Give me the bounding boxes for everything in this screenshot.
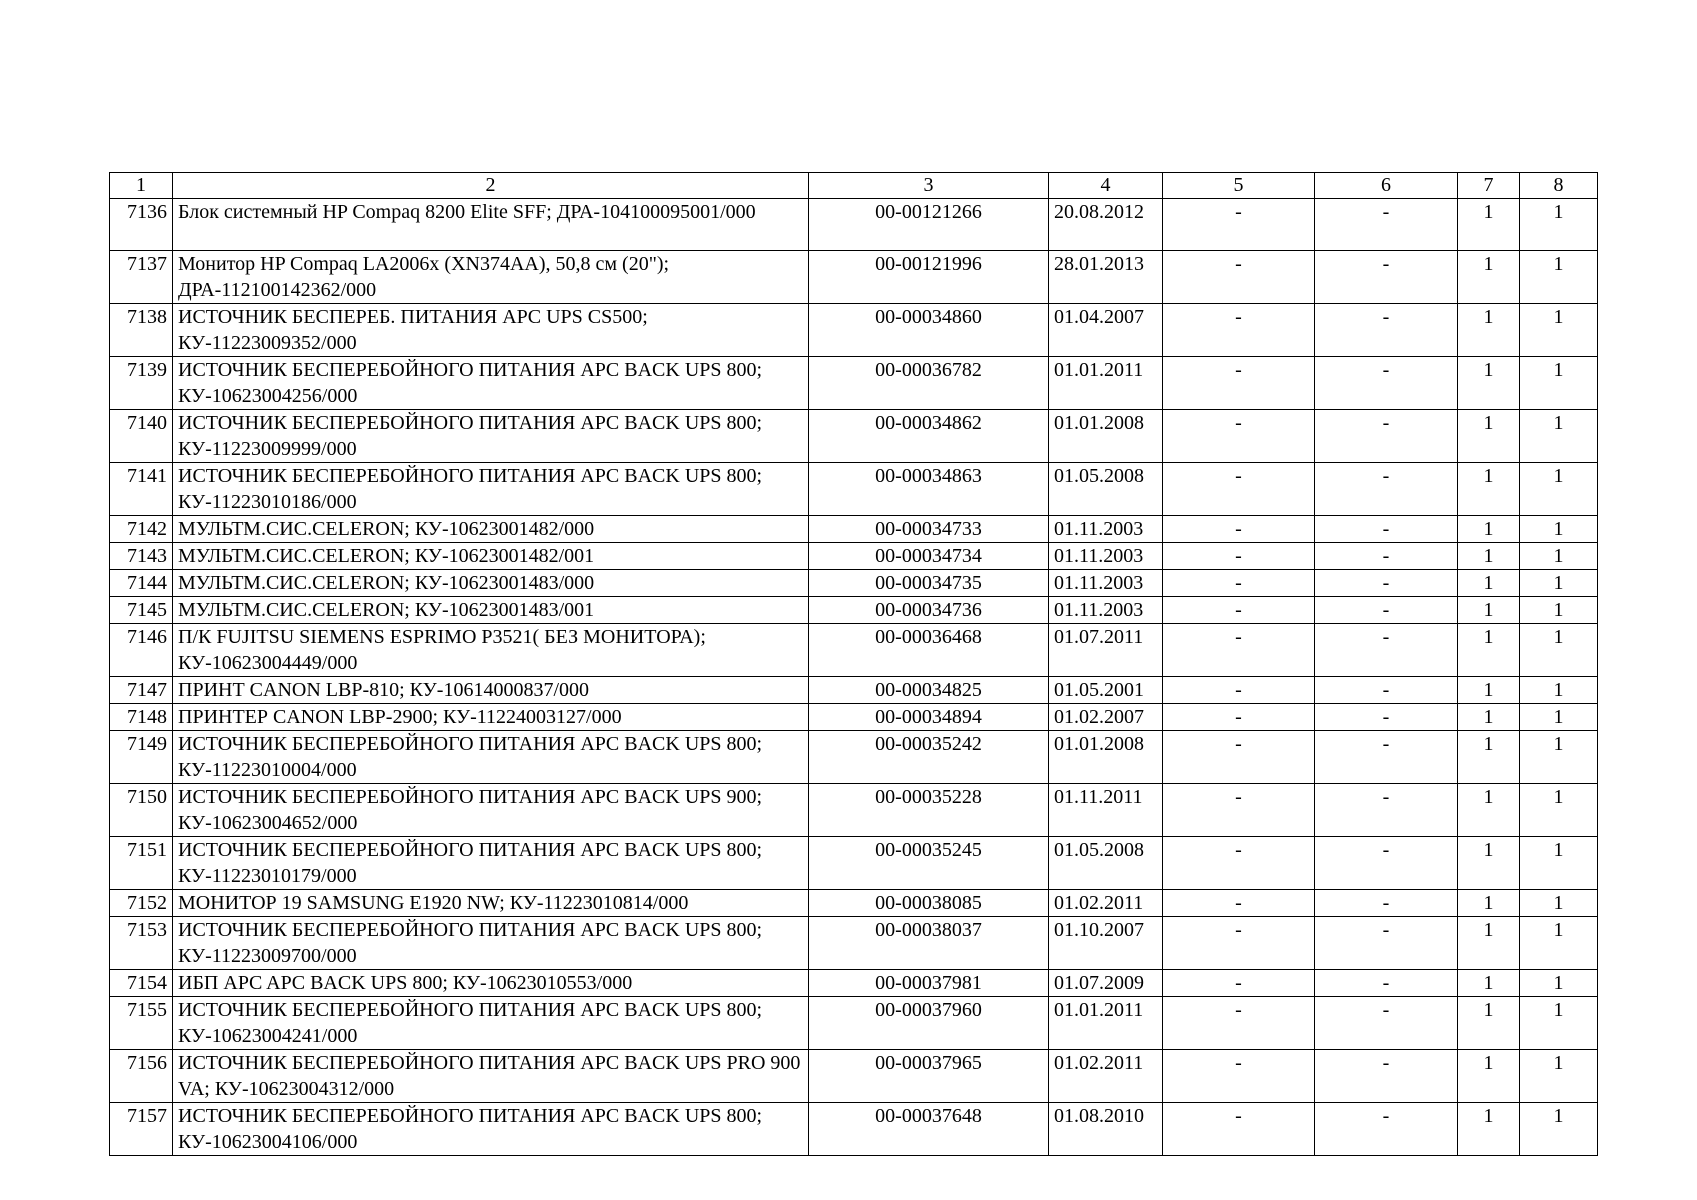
row-number: 7145	[110, 597, 173, 624]
item-name: ИСТОЧНИК БЕСПЕРЕБОЙНОГО ПИТАНИЯ APC BACK UPS 800; КУ-11223009999/000	[173, 410, 809, 463]
col5-cell: -	[1163, 704, 1315, 731]
col5-cell: -	[1163, 304, 1315, 357]
col8-cell: 1	[1520, 357, 1598, 410]
col7-cell: 1	[1458, 970, 1520, 997]
row-number: 7150	[110, 784, 173, 837]
col5-cell: -	[1163, 917, 1315, 970]
table-row	[110, 1103, 1598, 1156]
col6-cell: -	[1315, 410, 1458, 463]
col6-cell: -	[1315, 624, 1458, 677]
col6-cell: -	[1315, 890, 1458, 917]
row-number: 7139	[110, 357, 173, 410]
col8-cell: 1	[1520, 199, 1598, 251]
col6-cell: -	[1315, 357, 1458, 410]
item-name: МУЛЬТМ.СИС.CELERON; КУ-10623001483/001	[173, 597, 809, 624]
col6-cell: -	[1315, 516, 1458, 543]
row-number: 7142	[110, 516, 173, 543]
inventory-code: 00-00034736	[809, 597, 1049, 624]
inventory-code: 00-00037648	[809, 1103, 1049, 1156]
col5-cell: -	[1163, 463, 1315, 516]
col5-cell: -	[1163, 890, 1315, 917]
date-cell: 01.11.2003	[1049, 570, 1163, 597]
col8-cell: 1	[1520, 704, 1598, 731]
col7-cell: 1	[1458, 1103, 1520, 1156]
table-row	[110, 1050, 1598, 1103]
item-name: МУЛЬТМ.СИС.CELERON; КУ-10623001483/000	[173, 570, 809, 597]
inventory-code: 00-00034733	[809, 516, 1049, 543]
row-number: 7155	[110, 997, 173, 1050]
col8-cell: 1	[1520, 997, 1598, 1050]
col6-cell: -	[1315, 1050, 1458, 1103]
column-header: 7	[1458, 173, 1520, 199]
col5-cell: -	[1163, 624, 1315, 677]
column-header: 2	[173, 173, 809, 199]
col5-cell: -	[1163, 410, 1315, 463]
table-row	[110, 731, 1598, 784]
inventory-code: 00-00037981	[809, 970, 1049, 997]
col7-cell: 1	[1458, 463, 1520, 516]
col8-cell: 1	[1520, 304, 1598, 357]
inventory-code: 00-00034862	[809, 410, 1049, 463]
row-number: 7138	[110, 304, 173, 357]
inventory-code: 00-00034894	[809, 704, 1049, 731]
col6-cell: -	[1315, 731, 1458, 784]
col5-cell: -	[1163, 1103, 1315, 1156]
col5-cell: -	[1163, 784, 1315, 837]
col5-cell: -	[1163, 677, 1315, 704]
row-number: 7141	[110, 463, 173, 516]
table-row	[110, 917, 1598, 970]
item-name: ИСТОЧНИК БЕСПЕРЕБ. ПИТАНИЯ APC UPS CS500; КУ-11223009352/000	[173, 304, 809, 357]
inventory-code: 00-00121996	[809, 251, 1049, 304]
col6-cell: -	[1315, 570, 1458, 597]
col7-cell: 1	[1458, 890, 1520, 917]
col7-cell: 1	[1458, 704, 1520, 731]
inventory-code: 00-00037960	[809, 997, 1049, 1050]
col7-cell: 1	[1458, 1050, 1520, 1103]
column-header: 5	[1163, 173, 1315, 199]
inventory-code: 00-00037965	[809, 1050, 1049, 1103]
date-cell: 01.08.2010	[1049, 1103, 1163, 1156]
col6-cell: -	[1315, 970, 1458, 997]
date-cell: 01.02.2011	[1049, 1050, 1163, 1103]
col7-cell: 1	[1458, 251, 1520, 304]
row-number: 7143	[110, 543, 173, 570]
col7-cell: 1	[1458, 357, 1520, 410]
inventory-code: 00-00034735	[809, 570, 1049, 597]
column-header: 8	[1520, 173, 1598, 199]
table-row	[110, 251, 1598, 304]
col8-cell: 1	[1520, 516, 1598, 543]
row-number: 7154	[110, 970, 173, 997]
col7-cell: 1	[1458, 199, 1520, 251]
date-cell: 01.01.2011	[1049, 357, 1163, 410]
col8-cell: 1	[1520, 1050, 1598, 1103]
item-name: ИСТОЧНИК БЕСПЕРЕБОЙНОГО ПИТАНИЯ APC BACK UPS 800; КУ-11223009700/000	[173, 917, 809, 970]
col5-cell: -	[1163, 357, 1315, 410]
col8-cell: 1	[1520, 624, 1598, 677]
item-name: МУЛЬТМ.СИС.CELERON; КУ-10623001482/000	[173, 516, 809, 543]
col5-cell: -	[1163, 251, 1315, 304]
table-row	[110, 357, 1598, 410]
table-row	[110, 463, 1598, 516]
table-row	[110, 516, 1598, 543]
item-name: ИСТОЧНИК БЕСПЕРЕБОЙНОГО ПИТАНИЯ APC BACK UPS 800; КУ-10623004106/000	[173, 1103, 809, 1156]
date-cell: 01.01.2011	[1049, 997, 1163, 1050]
item-name: ИСТОЧНИК БЕСПЕРЕБОЙНОГО ПИТАНИЯ APC BACK UPS 800; КУ-10623004241/000	[173, 997, 809, 1050]
col7-cell: 1	[1458, 304, 1520, 357]
item-name: МУЛЬТМ.СИС.CELERON; КУ-10623001482/001	[173, 543, 809, 570]
date-cell: 01.02.2011	[1049, 890, 1163, 917]
table-row	[110, 624, 1598, 677]
row-number: 7152	[110, 890, 173, 917]
date-cell: 01.01.2008	[1049, 410, 1163, 463]
col5-cell: -	[1163, 731, 1315, 784]
table-row	[110, 890, 1598, 917]
col6-cell: -	[1315, 251, 1458, 304]
col6-cell: -	[1315, 704, 1458, 731]
item-name: ИСТОЧНИК БЕСПЕРЕБОЙНОГО ПИТАНИЯ APC BACK UPS 800; КУ-11223010004/000	[173, 731, 809, 784]
table-body	[110, 173, 1598, 1156]
date-cell: 01.04.2007	[1049, 304, 1163, 357]
item-name: ПРИНТ CANON LBP-810; КУ-10614000837/000	[173, 677, 809, 704]
inventory-code: 00-00038085	[809, 890, 1049, 917]
col6-cell: -	[1315, 784, 1458, 837]
row-number: 7144	[110, 570, 173, 597]
col7-cell: 1	[1458, 410, 1520, 463]
date-cell: 01.11.2003	[1049, 597, 1163, 624]
date-cell: 01.07.2011	[1049, 624, 1163, 677]
item-name: ПРИНТЕР CANON LBP-2900; КУ-11224003127/000	[173, 704, 809, 731]
item-name: Монитор HP Compaq LA2006x (XN374AA), 50,8 см (20"); ДРА-112100142362/000	[173, 251, 809, 304]
date-cell: 01.07.2009	[1049, 970, 1163, 997]
date-cell: 01.11.2003	[1049, 516, 1163, 543]
table-row	[110, 677, 1598, 704]
table-row	[110, 784, 1598, 837]
col7-cell: 1	[1458, 837, 1520, 890]
col6-cell: -	[1315, 917, 1458, 970]
item-name: ИСТОЧНИК БЕСПЕРЕБОЙНОГО ПИТАНИЯ APC BACK UPS 900; КУ-10623004652/000	[173, 784, 809, 837]
item-name: ИБП APC APC BACK UPS 800; КУ-10623010553/000	[173, 970, 809, 997]
table-row	[110, 597, 1598, 624]
table-row	[110, 410, 1598, 463]
col8-cell: 1	[1520, 970, 1598, 997]
row-number: 7146	[110, 624, 173, 677]
col7-cell: 1	[1458, 516, 1520, 543]
col8-cell: 1	[1520, 677, 1598, 704]
col8-cell: 1	[1520, 463, 1598, 516]
inventory-table	[109, 172, 1598, 1156]
inventory-code: 00-00034734	[809, 543, 1049, 570]
col6-cell: -	[1315, 997, 1458, 1050]
header-row	[110, 173, 1598, 199]
table-row	[110, 570, 1598, 597]
row-number: 7148	[110, 704, 173, 731]
date-cell: 01.10.2007	[1049, 917, 1163, 970]
col5-cell: -	[1163, 970, 1315, 997]
col7-cell: 1	[1458, 543, 1520, 570]
col5-cell: -	[1163, 543, 1315, 570]
date-cell: 28.01.2013	[1049, 251, 1163, 304]
item-name: ИСТОЧНИК БЕСПЕРЕБОЙНОГО ПИТАНИЯ APC BACK UPS 800; КУ-11223010179/000	[173, 837, 809, 890]
table-row	[110, 997, 1598, 1050]
column-header: 3	[809, 173, 1049, 199]
row-number: 7151	[110, 837, 173, 890]
col8-cell: 1	[1520, 543, 1598, 570]
inventory-code: 00-00035242	[809, 731, 1049, 784]
col8-cell: 1	[1520, 1103, 1598, 1156]
date-cell: 01.05.2008	[1049, 837, 1163, 890]
col7-cell: 1	[1458, 731, 1520, 784]
table-row	[110, 199, 1598, 251]
row-number: 7137	[110, 251, 173, 304]
table-row	[110, 970, 1598, 997]
table-row	[110, 837, 1598, 890]
col8-cell: 1	[1520, 570, 1598, 597]
inventory-code: 00-00121266	[809, 199, 1049, 251]
col6-cell: -	[1315, 463, 1458, 516]
item-name: П/К FUJITSU SIEMENS ESPRIMO P3521( БЕЗ МОНИТОРА); КУ-10623004449/000	[173, 624, 809, 677]
col6-cell: -	[1315, 837, 1458, 890]
col8-cell: 1	[1520, 917, 1598, 970]
col8-cell: 1	[1520, 731, 1598, 784]
row-number: 7153	[110, 917, 173, 970]
item-name: ИСТОЧНИК БЕСПЕРЕБОЙНОГО ПИТАНИЯ APC BACK UPS 800; КУ-10623004256/000	[173, 357, 809, 410]
col5-cell: -	[1163, 570, 1315, 597]
date-cell: 01.11.2003	[1049, 543, 1163, 570]
col8-cell: 1	[1520, 784, 1598, 837]
col6-cell: -	[1315, 543, 1458, 570]
col7-cell: 1	[1458, 997, 1520, 1050]
col7-cell: 1	[1458, 677, 1520, 704]
col6-cell: -	[1315, 199, 1458, 251]
col6-cell: -	[1315, 597, 1458, 624]
row-number: 7147	[110, 677, 173, 704]
item-name: ИСТОЧНИК БЕСПЕРЕБОЙНОГО ПИТАНИЯ APC BACK UPS 800; КУ-11223010186/000	[173, 463, 809, 516]
inventory-code: 00-00038037	[809, 917, 1049, 970]
item-name: ИСТОЧНИК БЕСПЕРЕБОЙНОГО ПИТАНИЯ APC BACK UPS PRO 900 VA; КУ-10623004312/000	[173, 1050, 809, 1103]
col5-cell: -	[1163, 597, 1315, 624]
col7-cell: 1	[1458, 597, 1520, 624]
row-number: 7149	[110, 731, 173, 784]
inventory-code: 00-00036782	[809, 357, 1049, 410]
inventory-code: 00-00034863	[809, 463, 1049, 516]
col6-cell: -	[1315, 1103, 1458, 1156]
col7-cell: 1	[1458, 570, 1520, 597]
item-name: Блок системный HP Compaq 8200 Elite SFF; ДРА-104100095001/000	[173, 199, 809, 251]
table-row	[110, 543, 1598, 570]
col8-cell: 1	[1520, 837, 1598, 890]
col7-cell: 1	[1458, 624, 1520, 677]
date-cell: 01.05.2001	[1049, 677, 1163, 704]
row-number: 7157	[110, 1103, 173, 1156]
inventory-code: 00-00035245	[809, 837, 1049, 890]
col5-cell: -	[1163, 199, 1315, 251]
inventory-code: 00-00034860	[809, 304, 1049, 357]
table-row	[110, 704, 1598, 731]
col7-cell: 1	[1458, 917, 1520, 970]
column-header: 1	[110, 173, 173, 199]
col6-cell: -	[1315, 677, 1458, 704]
col8-cell: 1	[1520, 890, 1598, 917]
date-cell: 01.05.2008	[1049, 463, 1163, 516]
inventory-code: 00-00036468	[809, 624, 1049, 677]
col5-cell: -	[1163, 516, 1315, 543]
col8-cell: 1	[1520, 597, 1598, 624]
row-number: 7156	[110, 1050, 173, 1103]
col5-cell: -	[1163, 1050, 1315, 1103]
table-row	[110, 304, 1598, 357]
date-cell: 01.11.2011	[1049, 784, 1163, 837]
date-cell: 01.02.2007	[1049, 704, 1163, 731]
document-page	[109, 172, 1598, 1156]
date-cell: 20.08.2012	[1049, 199, 1163, 251]
col5-cell: -	[1163, 837, 1315, 890]
row-number: 7136	[110, 199, 173, 251]
column-header: 6	[1315, 173, 1458, 199]
col8-cell: 1	[1520, 410, 1598, 463]
date-cell: 01.01.2008	[1049, 731, 1163, 784]
row-number: 7140	[110, 410, 173, 463]
col7-cell: 1	[1458, 784, 1520, 837]
column-header: 4	[1049, 173, 1163, 199]
col6-cell: -	[1315, 304, 1458, 357]
item-name: МОНИТОР 19 SAMSUNG E1920 NW; КУ-11223010814/000	[173, 890, 809, 917]
inventory-code: 00-00034825	[809, 677, 1049, 704]
inventory-code: 00-00035228	[809, 784, 1049, 837]
col8-cell: 1	[1520, 251, 1598, 304]
col5-cell: -	[1163, 997, 1315, 1050]
